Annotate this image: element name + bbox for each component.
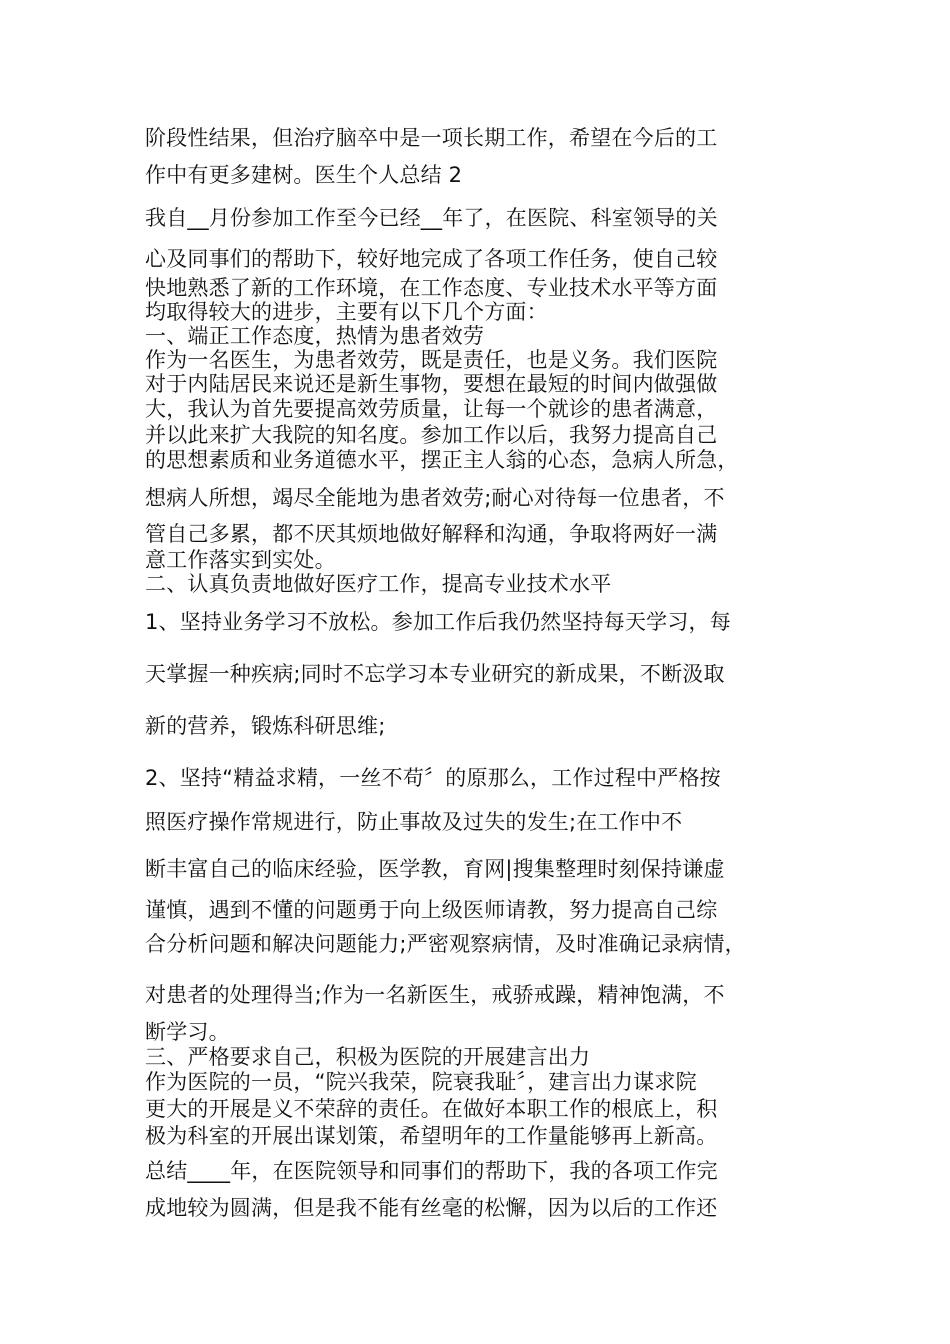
- section-heading-2: 二、认真负责地做好医疗工作，提高专业技术水平: [145, 572, 612, 596]
- text-line: 作为一名医生，为患者效劳，既是责任，也是义务。我们医院: [145, 348, 718, 372]
- text-line: 对于内陆居民来说还是新生事物，要想在最短的时间内做强做: [145, 372, 718, 396]
- text-line: 阶段性结果，但治疗脑卒中是一项长期工作，希望在今后的工: [145, 126, 718, 150]
- section-heading-1: 一、端正工作态度，热情为患者效劳: [145, 324, 485, 348]
- text-line: 成地较为圆满，但是我不能有丝毫的松懈，因为以后的工作还: [145, 1196, 718, 1220]
- text-line: 心及同事们的帮助下，较好地完成了各项工作任务，使自己较: [145, 247, 718, 271]
- text-line: 谨慎，遇到不懂的问题勇于向上级医师请教，努力提高自己综: [145, 898, 718, 922]
- text-line: 对患者的处理得当;作为一名新医生，戒骄戒躁，精神饱满，不: [145, 983, 725, 1007]
- text-line: 管自己多累，都不厌其烦地做好解释和沟通，争取将两好一满: [145, 522, 718, 546]
- text-line: 天掌握一种疾病;同时不忘学习本专业研究的新成果，不断汲取: [145, 662, 725, 686]
- text-line: 2、坚持“精益求精，一丝不苟〞的原那么，工作过程中严格按: [145, 766, 721, 790]
- text-line: 作中有更多建树。医生个人总结 2: [145, 163, 463, 187]
- text-line: 断丰富自己的临床经验，医学教，育网|搜集整理时刻保持谦虚: [145, 857, 725, 881]
- text-line: 意工作落实到实处。: [145, 548, 336, 572]
- text-line: 我自__月份参加工作至今已经__年了，在医院、科室领导的关: [145, 206, 718, 230]
- text-line: 极为科室的开展出谋划策，希望明年的工作量能够再上新高。: [145, 1124, 718, 1148]
- text-line: 大，我认为首先要提高效劳质量，让每一个就诊的患者满意，: [145, 397, 718, 421]
- text-line: 1、坚持业务学习不放松。参加工作后我仍然坚持每天学习，每: [145, 610, 731, 634]
- text-line: 的思想素质和业务道德水平，摆正主人翁的心态，急病人所急，: [145, 448, 739, 472]
- text-line: 断学习。: [145, 1020, 230, 1044]
- text-line: 总结____年，在医院领导和同事们的帮助下，我的各项工作完: [145, 1159, 718, 1183]
- text-line: 照医疗操作常规进行，防止事故及过失的发生;在工作中不: [145, 810, 683, 834]
- text-line: 均取得较大的进步，主要有以下几个方面：: [145, 300, 548, 324]
- text-line: 作为医院的一员，“院兴我荣，院衰我耻〞，建言出力谋求院: [145, 1070, 697, 1094]
- text-line: 并以此来扩大我院的知名度。参加工作以后，我努力提高自己: [145, 423, 718, 447]
- section-heading-3: 三、严格要求自己，积极为医院的开展建言出力: [145, 1045, 591, 1069]
- text-line: 合分析问题和解决问题能力;严密观察病情，及时准确记录病情，: [145, 932, 746, 956]
- text-line: 更大的开展是义不荣辞的责任。在做好本职工作的根底上，积: [145, 1097, 718, 1121]
- text-line: 快地熟悉了新的工作环境，在工作态度、专业技术水平等方面: [145, 276, 718, 300]
- text-line: 新的营养，锻炼科研思维;: [145, 714, 386, 738]
- text-line: 想病人所想，竭尽全能地为患者效劳;耐心对待每一位患者，不: [145, 486, 725, 510]
